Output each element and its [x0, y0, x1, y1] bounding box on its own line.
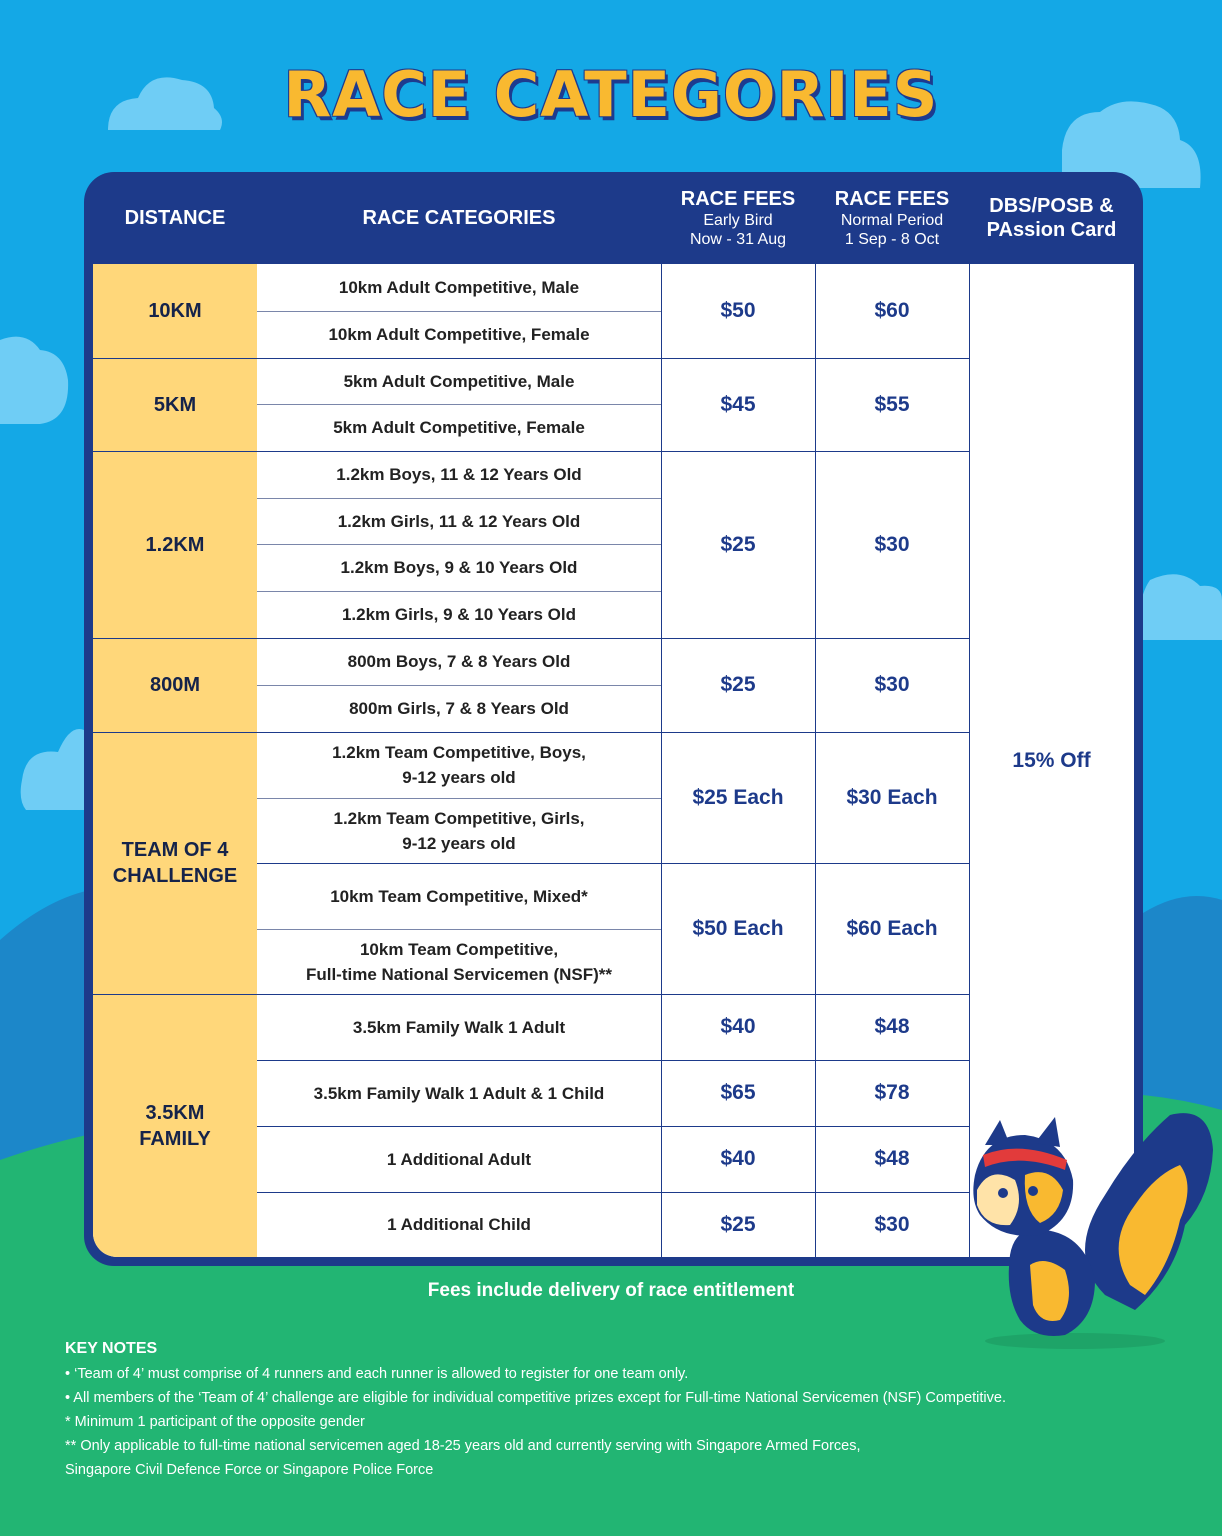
fee-normal-team-10km: $60 Each — [846, 916, 938, 940]
fee-early-team-10km: $50 Each — [692, 916, 784, 940]
category-1-2km-girls-11-12: 1.2km Girls, 11 & 12 Years Old — [337, 511, 581, 531]
category-5km-male: 5km Adult Competitive, Male — [343, 371, 575, 391]
fee-normal-800m: $30 — [874, 673, 910, 696]
page-title: RACE CATEGORIES — [283, 58, 939, 131]
category-team-girls: 1.2km Team Competitive, Girls, 9-12 years old — [333, 808, 585, 853]
category-800m-girls: 800m Girls, 7 & 8 Years Old — [349, 699, 569, 718]
key-note-item: • ‘Team of 4’ must comprise of 4 runners and each runner is allowed to register for one team only. — [65, 1366, 689, 1382]
fee-early-team-1-2km: $25 Each — [692, 785, 784, 809]
divider — [93, 358, 969, 359]
category-additional-adult: 1 Additional Adult — [386, 1149, 532, 1169]
divider — [257, 404, 661, 405]
divider — [661, 264, 662, 1257]
category-family-1-adult: 3.5km Family Walk 1 Adult — [352, 1017, 566, 1037]
divider — [257, 1192, 969, 1193]
divider — [93, 994, 969, 995]
squirrel-mascot-icon — [955, 1105, 1215, 1355]
divider — [93, 451, 969, 452]
divider — [93, 732, 969, 733]
fee-normal-1-2km: $30 — [874, 532, 910, 556]
header-distance: DISTANCE — [124, 207, 226, 229]
fee-normal-10km: $60 — [874, 299, 910, 322]
category-additional-child: 1 Additional Child — [387, 1215, 531, 1234]
card-discount: 15% Off — [1012, 748, 1091, 772]
fee-early-family-1: $40 — [720, 1015, 756, 1038]
fee-normal-family-2: $78 — [874, 1081, 910, 1104]
fee-normal-additional-adult: $48 — [874, 1147, 910, 1170]
divider — [257, 544, 661, 545]
category-1-2km-boys-9-10: 1.2km Boys, 9 & 10 Years Old — [340, 558, 578, 577]
fee-early-additional-adult: $40 — [720, 1147, 756, 1170]
distance-800m: 800M — [93, 638, 257, 732]
category-10km-female: 10km Adult Competitive, Female — [328, 325, 590, 344]
key-note-item: • All members of the ‘Team of 4’ challenge are eligible for individual competitive prizes except for Full-time National Servicemen (NSF) Competitive. — [65, 1390, 1006, 1406]
divider — [257, 929, 661, 930]
header-normal-period: RACE FEES Normal Period 1 Sep - 8 Oct — [834, 188, 950, 248]
key-notes-heading: KEY NOTES — [65, 1340, 158, 1357]
distance-3-5km-family: 3.5KM FAMILY — [93, 994, 257, 1257]
fee-early-5km: $45 — [720, 392, 756, 416]
fee-early-1-2km: $25 — [720, 532, 756, 556]
header-card-discount: DBS/POSB & PAssion Card — [986, 195, 1117, 241]
category-team-nsf: 10km Team Competitive, Full-time National Servicemen (NSF)** — [305, 939, 613, 984]
key-note-item: ** Only applicable to full-time national servicemen aged 18-25 years old and currently serving with Singapore Armed Forces, — [65, 1438, 861, 1454]
divider — [93, 638, 969, 639]
divider — [257, 1126, 969, 1127]
category-1-2km-boys-11-12: 1.2km Boys, 11 & 12 Years Old — [336, 465, 582, 484]
category-team-mixed: 10km Team Competitive, Mixed* — [330, 886, 588, 906]
divider — [257, 591, 661, 592]
fee-normal-5km: $55 — [874, 392, 910, 416]
key-notes — [65, 1340, 1185, 1482]
fee-early-family-2: $65 — [720, 1081, 756, 1104]
fees-note: Fees include delivery of race entitlement — [427, 1280, 795, 1301]
divider — [257, 498, 661, 499]
fee-early-additional-child: $25 — [720, 1212, 756, 1236]
category-family-1-adult-1-child: 3.5km Family Walk 1 Adult & 1 Child — [313, 1083, 605, 1103]
divider — [257, 311, 661, 312]
fee-early-800m: $25 — [720, 673, 756, 696]
table-header — [84, 172, 1143, 264]
fee-normal-family-1: $48 — [874, 1015, 910, 1038]
race-table — [84, 172, 1143, 1266]
category-10km-male: 10km Adult Competitive, Male — [338, 278, 580, 297]
header-race-categories: RACE CATEGORIES — [362, 207, 556, 229]
fee-early-10km: $50 — [720, 299, 756, 322]
category-800m-boys: 800m Boys, 7 & 8 Years Old — [347, 652, 571, 671]
fee-normal-team-1-2km: $30 Each — [846, 785, 938, 809]
distance-5km: 5KM — [93, 358, 257, 451]
key-note-item: Singapore Civil Defence Force or Singapore Police Force — [65, 1462, 434, 1478]
category-1-2km-girls-9-10: 1.2km Girls, 9 & 10 Years Old — [341, 605, 577, 624]
divider — [815, 264, 816, 1257]
distance-10km: 10KM — [93, 264, 257, 358]
divider — [257, 798, 661, 799]
distance-team-of-4: TEAM OF 4 CHALLENGE — [93, 732, 257, 994]
divider — [257, 863, 969, 864]
fee-normal-additional-child: $30 — [874, 1212, 910, 1236]
category-team-boys: 1.2km Team Competitive, Boys, 9-12 years old — [332, 743, 586, 787]
category-5km-female: 5km Adult Competitive, Female — [333, 418, 585, 437]
key-note-item: * Minimum 1 participant of the opposite gender — [65, 1414, 365, 1430]
distance-1-2km: 1.2KM — [93, 451, 257, 638]
header-early-bird: RACE FEES Early Bird Now - 31 Aug — [680, 188, 796, 248]
divider — [257, 1060, 969, 1061]
divider — [257, 685, 661, 686]
